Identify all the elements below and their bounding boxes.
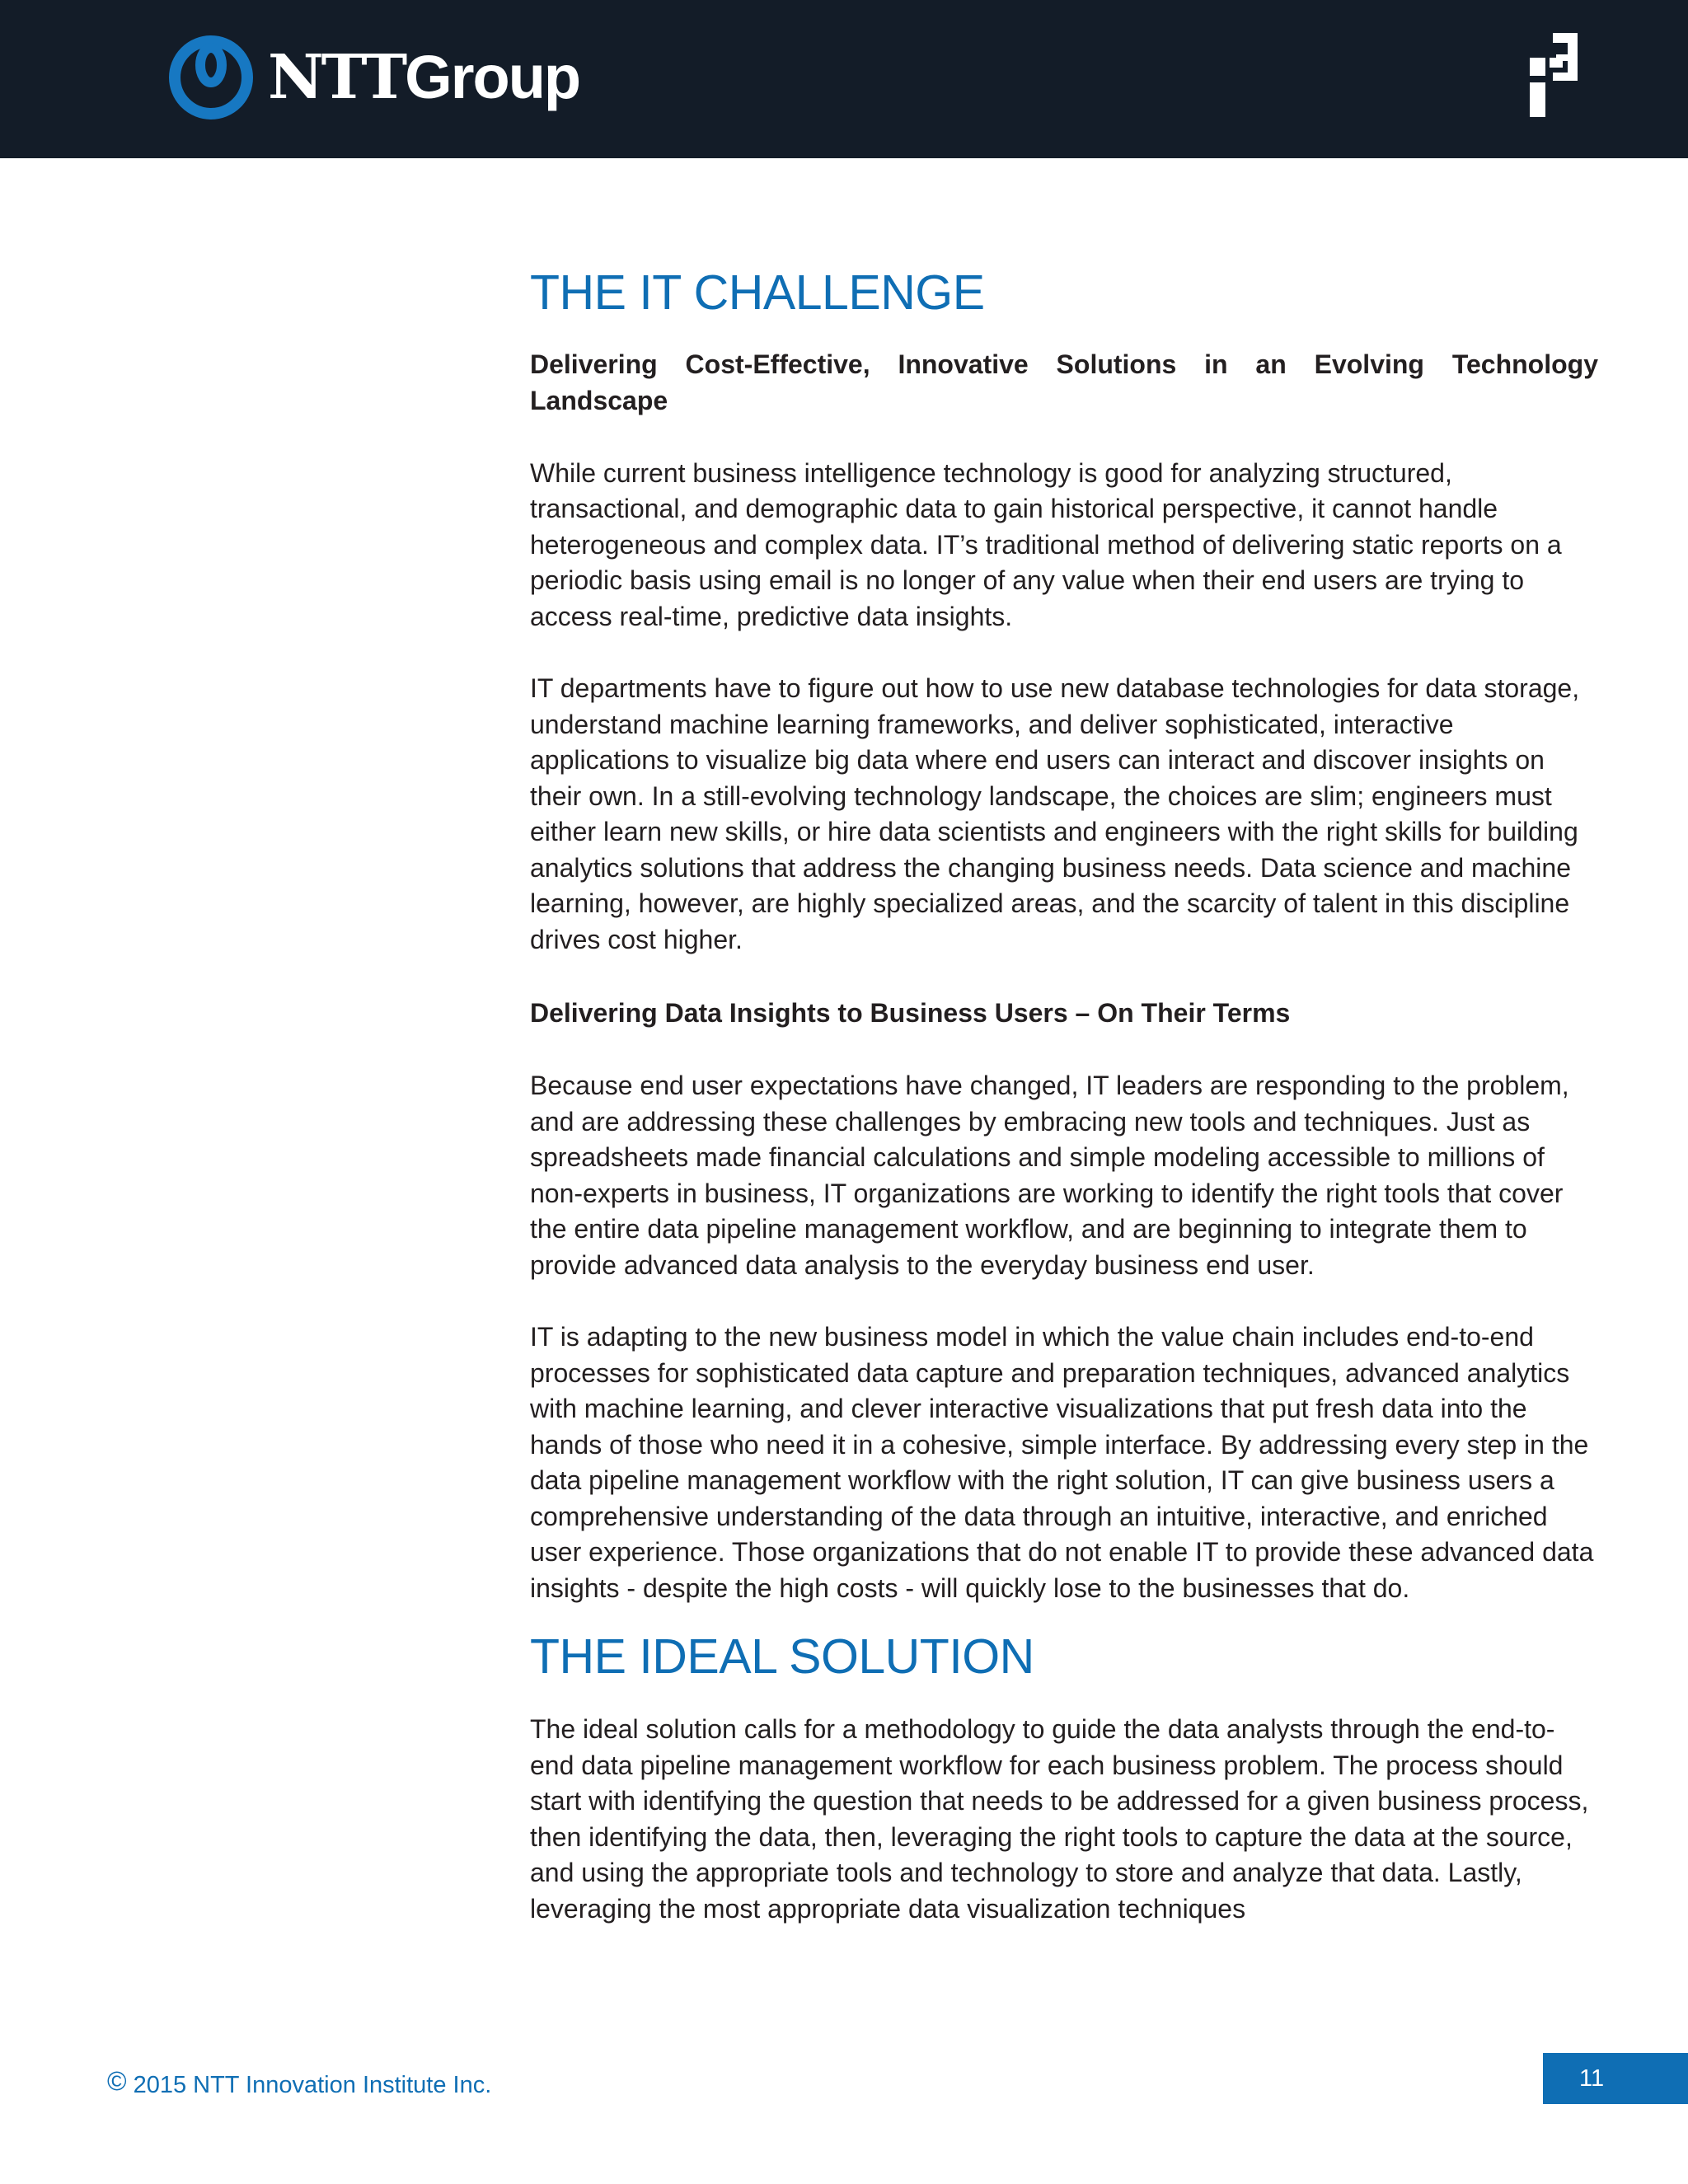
page-number-badge <box>1543 2053 1688 2104</box>
logo-text-ntt: NTT <box>268 42 406 113</box>
section-title-ideal-solution: THE IDEAL SOLUTION <box>530 1629 1034 1685</box>
paragraph: The ideal solution calls for a methodology to guide the data analysts through the end-to-end data pipeline management workflow for each business problem. The process should start with identifying the question that needs to be addressed for a given business process, then identifying the data, then, leveraging the right tools to capture the data at the source, and using the appropriate tools and technology to store and analyze that data. Lastly, leveraging the most appropriate data visualization techniques <box>530 1714 1589 1924</box>
logo-wordmark <box>268 42 580 113</box>
header-bar <box>0 0 1688 158</box>
section-title-it-challenge: THE IT CHALLENGE <box>530 265 985 320</box>
logo-text-group: Group <box>405 43 580 111</box>
ntt-group-logo <box>167 33 579 122</box>
i3-logo-icon <box>1528 30 1581 119</box>
copyright-text: 2015 NTT Innovation Institute Inc. <box>133 2072 492 2098</box>
main-content <box>530 264 1598 1927</box>
page-number: 11 <box>1579 2065 1605 2092</box>
footer-copyright <box>107 2064 491 2102</box>
paragraph: IT departments have to figure out how to use new database technologies for data storage, understand machine learning frameworks, and deliver sophisticated, interactive applications to visualize big data where end users can interact and discover insights on their own. In a still-evolving technology landscape, the choices are slim; engineers must either learn new skills, or hire data scientists and engineers with the right skills for building analytics solutions that address the changing business needs. Data science and machine learning, however, are highly specialized areas, and the scarcity of talent in this discipline drives cost higher. <box>530 673 1580 954</box>
paragraph: While current business intelligence technology is good for analyzing structured, transactional, and demographic data to gain historical perspective, it cannot handle heterogeneous and complex data. IT’s traditional method of delivering static reports on a periodic basis using email is no longer of any value when their end users are trying to access real-time, predictive data insights. <box>530 457 1562 631</box>
subheading-cost-effective: Delivering Cost-Effective, Innovative Solutions in an Evolving Technology Landscape <box>530 349 1598 415</box>
ntt-ring-logo-icon <box>167 34 255 121</box>
paragraph: Because end user expectations have changed, IT leaders are responding to the problem, and are addressing these challenges by embracing new tools and techniques. Just as spreadsheets made financial calculations and simple modeling accessible to millions of non-experts in business, IT organizations are working to identify the right tools that cover the entire data pipeline management workflow, and are beginning to integrate them to provide advanced data analysis to the everyday business end user. <box>530 1071 1569 1280</box>
paragraph: IT is adapting to the new business model in which the value chain includes end-to-end processes for sophisticated data capture and preparation techniques, advanced analytics with machine learning, and clever interactive visualizations that put fresh data into the hands of those who need it in a cohesive, simple interface. By addressing every step in the data pipeline management workflow with the right solution, IT can give business users a comprehensive understanding of the data through an intuitive, interactive, and enriched user experience. Those organizations that do not enable IT to provide these advanced data insights - despite the high costs - will quickly lose to the businesses that do. <box>530 1322 1594 1603</box>
copyright-symbol: © <box>107 2066 127 2096</box>
subheading-data-insights: Delivering Data Insights to Business Users – On Their Terms <box>530 998 1291 1029</box>
